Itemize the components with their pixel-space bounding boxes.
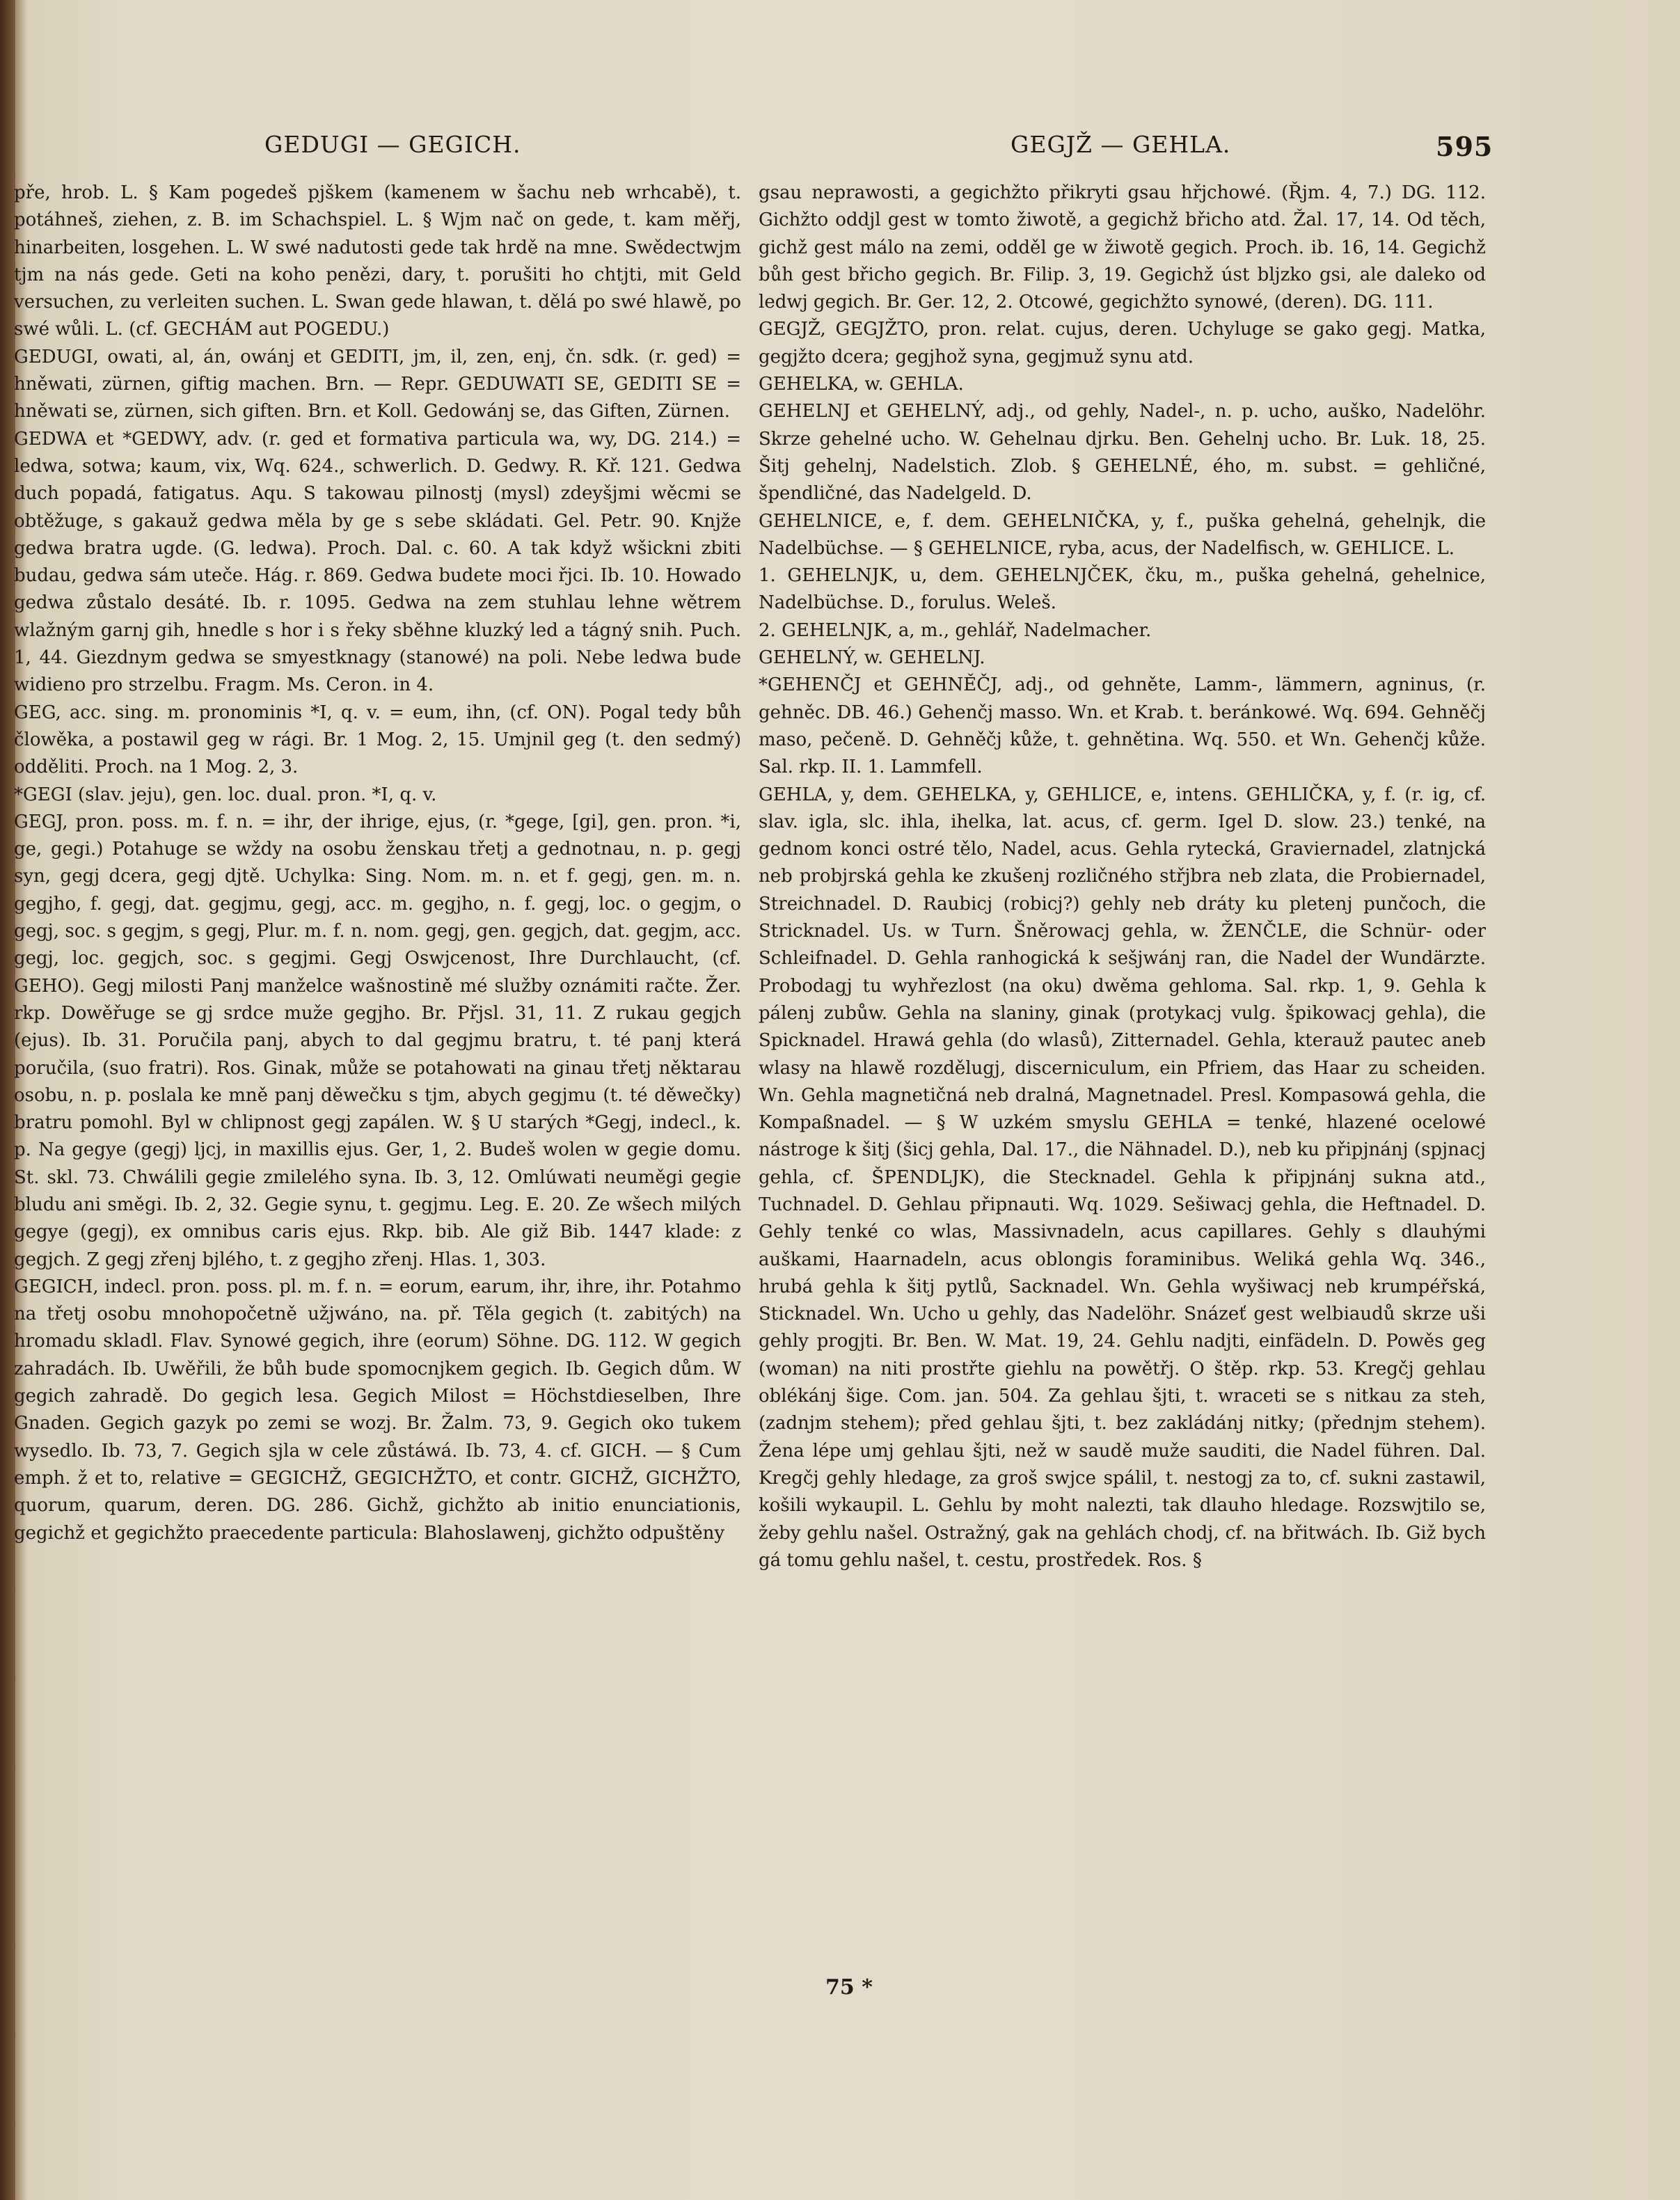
right-entry: 1. GEHELNJK, u, dem. GEHELNJČEK, čku, m., puška gehelná, gehelnice, Nadelbüchse. D., forulus. Weleš. [759, 565, 1486, 614]
left-entry: GEDUGI, owati, al, án, owánj et GEDITI, jm, il, zen, enj, čn. sdk. (r. ged) = hněwati, zürnen, giftig machen. Brn. — Repr. GEDUWATI SE, GEDITI SE = hněwati se, zürnen, sich giften. Brn. et Koll. Gedowánj se, das Giften, Zürnen. [14, 346, 741, 422]
left-entry: pře, hrob. L. § Kam pogedeš pjškem (kamenem w šachu neb wrhcabě), t. potáhneš, ziehen, z. B. im Schachspiel. L. § Wjm nač on gede, t. kam měřj, hinarbeiten, losgehen. L. W swé nadutosti gede tak hrdě na mne. Swědectwjm tjm na nás gede. Geti na koho penězi, dary, t. porušiti ho chtjti, mit Geld versuchen, zu verleiten suchen. L. Swan gede hlawan, t. dělá po swé hlawě, po swé wůli. L. (cf. GECHÁM aut POGEDU.) [14, 182, 741, 340]
left-column [14, 180, 741, 1961]
left-entry: GEGICH, indecl. pron. poss. pl. m. f. n. = eorum, earum, ihr, ihre, ihr. Potahmo na třetj osobu mnohopočetně užjwáno, na. př. Těla gegich (t. zabitých) na hromadu skladl. Flav. Synowé gegich, ihre (eorum) Söhne. DG. 112. W gegich zahradách. Ib. Uwěřili, že bůh bude spomocnjkem gegich. Ib. Gegich dům. W gegich zahradě. Do gegich lesa. Gegich Milost = Höchstdieselben, Ihre Gnaden. Gegich gazyk po zemi se wozj. Br. Žalm. 73, 9. Gegich oko tukem wysedlo. Ib. 73, 7. Gegich sjla w cele zůstáwá. Ib. 73, 4. cf. GICH. — § Cum emph. ž et to, relative = GEGICHŽ, GEGICHŽTO, et contr. GICHŽ, GICHŽTO, quorum, quarum, deren. DG. 286. Gichž, gichžto ab initio enunciationis, gegichž et gegichžto praecedente particula: Blahoslawenj, gichžto odpuštěny [14, 1276, 741, 1544]
right-running-title: GEGJŽ — GEHLA. [1011, 131, 1231, 158]
page-number: 595 [1436, 131, 1493, 162]
book-spine [0, 0, 15, 2200]
running-header [0, 131, 1680, 166]
right-entry: GEHELNÝ, w. GEHELNJ. [759, 647, 985, 669]
signature-mark: 75 * [825, 1975, 873, 2000]
left-entry: GEGJ, pron. poss. m. f. n. = ihr, der ihrige, ejus, (r. *gege, [gi], gen. pron. *i, ge, gegi.) Potahuge se wždy na osobu ženskau třetj a gednotnau, n. p. gegj syn, gegj dcera, gegj djtě. Uchylka: Sing. Nom. m. n. et f. gegj, gen. m. n. gegjho, f. gegj, dat. gegjmu, gegj, acc. m. gegjho, n. f. gegj, loc. o gegjm, o gegj, soc. s gegjm, s gegj, Plur. m. f. n. nom. gegj, gen. gegjch, dat. gegjm, acc. gegj, loc. gegjch, soc. s gegjmi. Gegj Oswjcenost, Ihre Durchlaucht, (cf. GEHO). Gegj milosti Panj manželce wašnostině mé služby oznámiti račte. Žer. rkp. Dowěřuge se gj srdce muže gegjho. Br. Přjsl. 31, 11. Z rukau gegjch (ejus). Ib. 31. Poručila panj, abych to dal gegjmu bratru, t. té panj která poručila, (suo fratri). Ros. Ginak, může se potahowati na ginau třetj něktarau osobu, n. p. poslala ke mně panj děwečku s tjm, abych gegjmu (t. té děwečky) bratru pomohl. Byl w chlipnost gegj zapálen. W. § U starých *Gegj, indecl., k. p. Na gegye (gegj) ljcj, in maxillis ejus. Ger, 1, 2. Budeš wolen w gegie domu. St. skl. 73. Chwálili gegie zmilelého syna. Ib. 3, 12. Omlúwati neuměgi gegie bludu ani směgi. Ib. 2, 32. Gegie synu, t. gegjmu. Leg. E. 20. Ze wšech milých gegye (gegj), ex omnibus caris ejus. Rkp. bib. Ale giž Bib. 1447 klade: z gegjch. Z gegj zřenj bjlého, t. z gegjho zřenj. Hlas. 1, 303. [14, 811, 741, 1270]
right-entry: GEHELNICE, e, f. dem. GEHELNIČKA, y, f., puška gehelná, gehelnjk, die Nadelbüchse. — § GEHELNICE, ryba, acus, der Nadelfisch, w. GEHLICE. L. [759, 510, 1486, 559]
right-entry: *GEHENČJ et GEHNĚČJ, adj., od gehněte, Lamm-, lämmern, agninus, (r. gehněc. DB. 46.) Gehenčj masso. Wn. et Krab. t. beránkowé. Wq. 694. Gehněčj maso, pečeně. D. Gehněčj kůže, t. gehnětina. Wq. 550. et Wn. Gehenčj kůže. Sal. rkp. II. 1. Lammfell. [759, 674, 1486, 778]
right-entry: GEGJŽ, GEGJŽTO, pron. relat. cujus, deren. Uchyluge se gako gegj. Matka, gegjžto dcera; gegjhož syna, gegjmuž synu atd. [759, 319, 1486, 367]
left-entry: *GEGI (slav. jeju), gen. loc. dual. pron. *I, q. v. [14, 784, 437, 805]
right-entry: GEHELKA, w. GEHLA. [759, 374, 964, 395]
right-entry: gsau neprawosti, a gegichžto přikryti gsau hřjchowé. (Řjm. 4, 7.) DG. 112. Gichžto oddjl gest w tomto žiwotě, a gegichž břicho atd. Žal. 17, 14. Od těch, gichž gest málo na zemi, odděl ge w žiwotě gegich. Proch. ib. 16, 14. Gegichž bůh gest břicho gegich. Br. Filip. 3, 19. Gegichž úst bljzko gsi, ale daleko od ledwj gegich. Br. Ger. 12, 2. Otcowé, gegichžto synowé, (deren). DG. 111. [759, 182, 1486, 313]
right-column [759, 180, 1486, 1961]
left-running-title: GEDUGI — GEGICH. [264, 131, 521, 158]
right-entry: GEHLA, y, dem. GEHELKA, y, GEHLICE, e, intens. GEHLIČKA, y, f. (r. ig, cf. slav. igla, slc. ihla, ihelka, lat. acus, cf. germ. Igel D. slow. 23.) tenké, na gednom konci ostré tělo, Nadel, acus. Gehla rytecká, Graviernadel, zlatnjcká neb probjrská gehla ke zkušenj rozličného střjbra neb zlata, die Probiernadel, Streichnadel. D. Raubicj (robicj?) gehly neb dráty ku pletenj punčoch, die Stricknadel. Us. w Turn. Šněrowacj gehla, w. ŽENČLE, die Schnür- oder Schleifnadel. D. Gehla ranhogická k sešjwánj ran, die Nadel der Wundärzte. Probodagj tu wyhřezlost (na oku) dwěma gehloma. Sal. rkp. 1, 9. Gehla k pálenj zubůw. Gehla na slaniny, ginak (protykacj vulg. špikowacj gehla), die Spicknadel. Hrawá gehla (do wlasů), Zitternadel. Gehla, kterauž pautec aneb wlasy na hlawě rozdělugj, discerniculum, ein Pfriem, das Haar zu scheiden. Wn. Gehla magnetičná neb dralná, Magnetnadel. Presl. Kompasowá gehla, die Kompaßnadel. — § W uzkém smyslu GEHLA = tenké, hlazené ocelowé nástroge k šitj (šicj gehla, Dal. 17., die Nähnadel. D.), neb ku připjnánj (spjnacj gehla, cf. ŠPENDLJK), die Stecknadel. Gehla k připjnánj sukna atd., Tuchnadel. D. Gehlau připnauti. Wq. 1029. Sešiwacj gehla, die Heftnadel. D. Gehly tenké co wlas, Massivnadeln, acus capillares. Gehly s dlauhými auškami, Haarnadeln, acus oblongis foraminibus. Weliká gehla Wq. 346., hrubá gehla k šitj pytlů, Sacknadel. Wn. Gehla wyšiwacj neb krumpéřská, Sticknadel. Wn. Ucho u gehly, das Nadelöhr. Snázeť gest welbiaudů skrze uši gehly progjti. Br. Ben. W. Mat. 19, 24. Gehlu nadjti, einfädeln. D. Powěs geg (woman) na niti prostřte giehlu na powětřj. O štěp. rkp. 53. Kregčj gehlau oblékánj šige. Com. jan. 504. Za gehlau šjti, t. wraceti se s nitkau za steh, (zadnjm stehem); před gehlau šjti, t. bez zakládánj nitky; (přednjm stehem). Žena lépe umj gehlau šjti, než w saudě muže sauditi, die Nadel führen. Dal. Kregčj gehly hledage, za groš swjce spálil, t. nestogj za to, cf. sukni zastawil, košili wykaupil. L. Gehlu by moht nalezti, tak dlauho hledage. Rozswjtilo se, žeby gehlu našel. Ostražný, gak na gehlách chodj, cf. na břitwách. Ib. Giž bych gá tomu gehlu našel, t. cestu, prostředek. Ros. § [759, 784, 1486, 1571]
right-entry: 2. GEHELNJK, a, m., gehlář, Nadelmacher. [759, 619, 1152, 641]
left-entry: GEDWA et *GEDWY, adv. (r. ged et formativa particula wa, wy, DG. 214.) = ledwa, sotwa; kaum, vix, Wq. 624., schwerlich. D. Gedwy. R. Kř. 121. Gedwa duch popadá, fatigatus. Aqu. S takowau pilnostj (mysl) zdeyšjmi wěcmi se obtěžuge, s gakauž gedwa měla by ge s sebe skládati. Gel. Petr. 90. Knjže gedwa bratra ugde. (G. ledwa). Proch. Dal. c. 60. A tak když wšickni zbiti budau, gedwa sám uteče. Hág. r. 869. Gedwa budete moci řjci. Ib. 10. Howado gedwa zůstalo desáté. Ib. r. 1095. Gedwa na zem stuhlau lehne wětrem wlažným garnj gih, hnedle s hor i s řeky sběhne kluzký led a tágný snih. Puch. 1, 44. Giezdnym gedwa se smyestknagy (stanowé) na poli. Nebe ledwa bude widieno pro strzelbu. Fragm. Ms. Ceron. in 4. [14, 428, 741, 696]
left-entry: GEG, acc. sing. m. pronominis *I, q. v. = eum, ihn, (cf. ON). Pogal tedy bůh člowěka, a postawil geg w rági. Br. 1 Mog. 2, 15. Umjnil geg (t. den sedmý) odděliti. Proch. na 1 Mog. 2, 3. [14, 702, 741, 778]
right-entry: GEHELNJ et GEHELNÝ, adj., od gehly, Nadel-, n. p. ucho, auško, Nadelöhr. Skrze gehelné ucho. W. Gehelnau djrku. Ben. Gehelnj ucho. Br. Luk. 18, 25. Šitj gehelnj, Nadelstich. Zlob. § GEHELNÉ, ého, m. subst. = gehličné, špendličné, das Nadelgeld. D. [759, 401, 1486, 505]
